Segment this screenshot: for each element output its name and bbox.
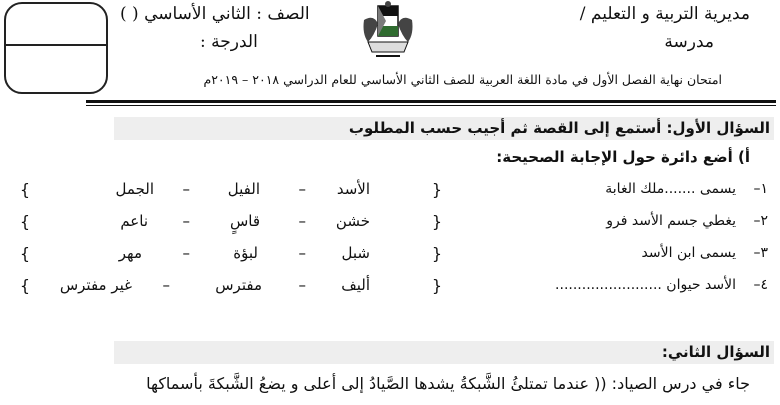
- option[interactable]: الأسد: [336, 180, 370, 198]
- item-text: يسمى ابن الأسد: [641, 245, 736, 261]
- grade-box: [4, 2, 108, 94]
- brace-close: }: [19, 244, 30, 263]
- school-label: مدرسة: [664, 32, 714, 52]
- separator: –: [182, 180, 190, 198]
- option[interactable]: مهر: [118, 244, 142, 262]
- question2-title: السؤال الثاني:: [661, 343, 770, 361]
- brace-close: }: [19, 180, 30, 199]
- brace-open: {: [431, 276, 442, 295]
- item-number: ١–: [753, 181, 768, 197]
- option[interactable]: ناعم: [120, 212, 148, 230]
- option[interactable]: لبؤة: [233, 244, 258, 262]
- option[interactable]: قاسٍ: [229, 212, 260, 230]
- item-number: ٣–: [753, 245, 768, 261]
- separator: –: [298, 180, 306, 198]
- item-text: الأسد حيوان ........................: [555, 277, 736, 293]
- item-text: يسمى .......ملك الغابة: [605, 181, 736, 197]
- item-number: ٢–: [753, 213, 768, 229]
- separator: –: [182, 212, 190, 230]
- palestine-emblem-icon: [356, 0, 420, 62]
- item-number: ٤–: [753, 277, 768, 293]
- option[interactable]: خشن: [335, 212, 370, 230]
- question1-instruction: أ) أضع دائرة حول الإجابة الصحيحة:: [496, 148, 750, 166]
- question1-title: السؤال الأول: أستمع إلى القصة ثم أجيب حسب المطلوب: [348, 119, 770, 137]
- brace-close: }: [19, 276, 30, 295]
- option[interactable]: مفترس: [215, 276, 262, 294]
- header-rule-thin: [86, 105, 776, 106]
- directorate-label: مديرية التربية و التعليم /: [579, 4, 750, 24]
- grade-box-divider: [6, 44, 106, 46]
- separator: –: [162, 276, 170, 294]
- separator: –: [182, 244, 190, 262]
- class-line: الصف : الثاني الأساسي ( ): [120, 4, 310, 24]
- brace-open: {: [431, 244, 442, 263]
- exam-title: امتحان نهاية الفصل الأول في مادة اللغة العربية للصف الثاني الأساسي للعام الدراسي ٢٠١٨ – ٢٠١٩م: [203, 72, 722, 87]
- brace-close: }: [19, 212, 30, 231]
- option[interactable]: غير مفترس: [59, 276, 132, 294]
- header-rule-thick: [86, 100, 776, 103]
- brace-open: {: [431, 212, 442, 231]
- separator: –: [298, 276, 306, 294]
- option[interactable]: شبل: [341, 244, 370, 262]
- item-text: يغطي جسم الأسد فرو: [606, 213, 736, 229]
- brace-open: {: [431, 180, 442, 199]
- separator: –: [298, 244, 306, 262]
- question2-passage: جاء في درس الصياد: (( عندما تمتلئُ الشَّبكةُ يشدها الصَّيادُ إلى أعلى و يضعُ الشَّبكةَ بأسماكها: [146, 374, 750, 393]
- option[interactable]: أليف: [341, 276, 370, 294]
- option[interactable]: الفيل: [227, 180, 260, 198]
- option[interactable]: الجمل: [115, 180, 154, 198]
- separator: –: [298, 212, 306, 230]
- grade-label: الدرجة :: [200, 32, 258, 52]
